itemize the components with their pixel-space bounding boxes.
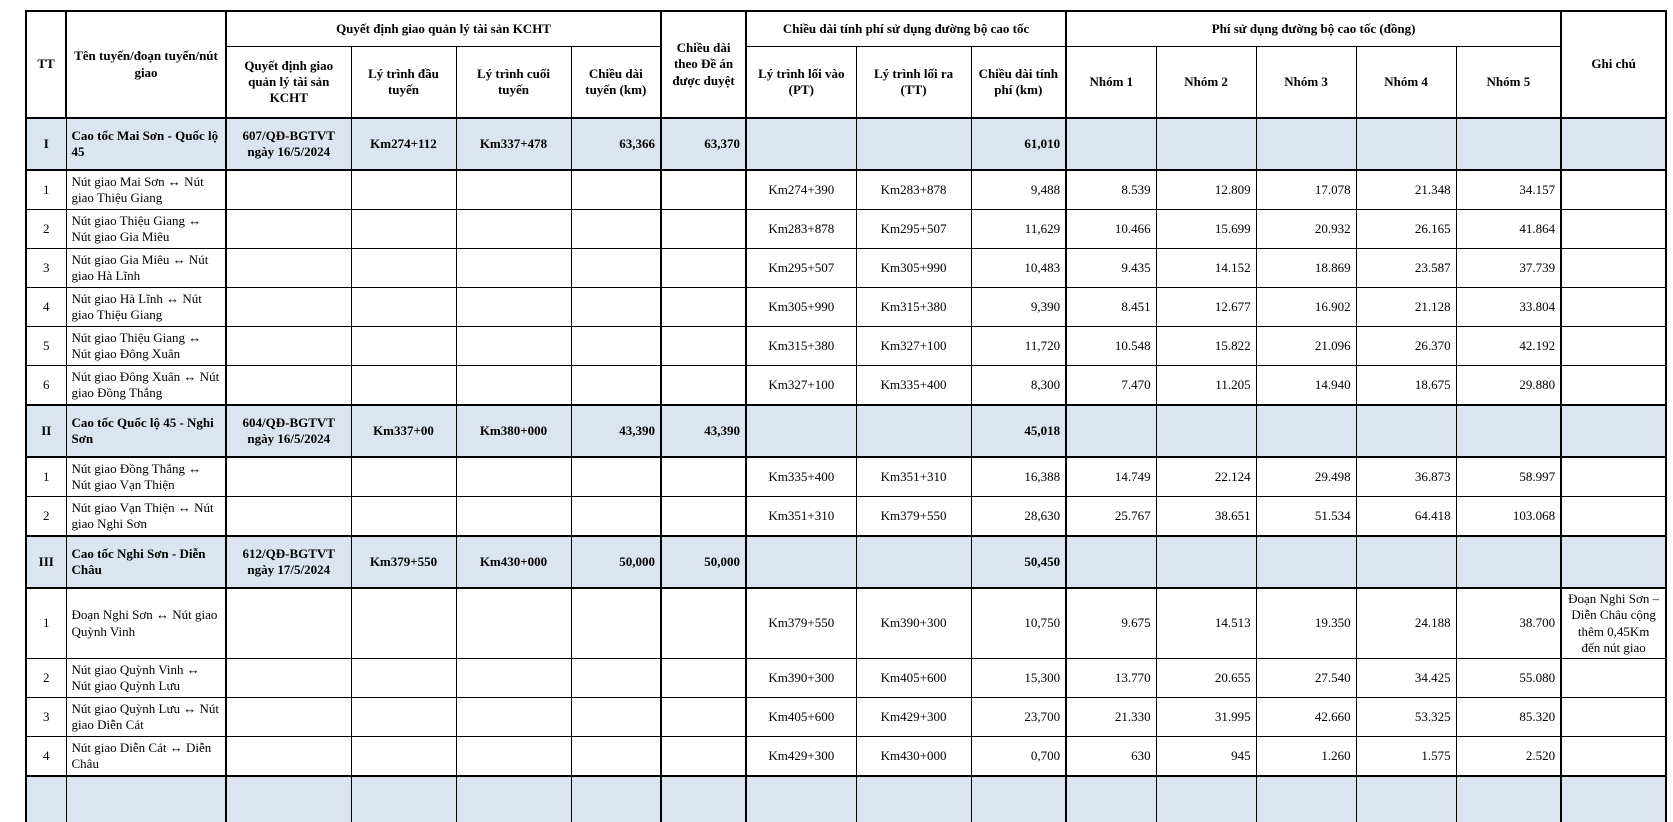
cell-approved-length [661, 288, 746, 327]
table-row [26, 497, 1666, 537]
cell-decision [226, 737, 351, 777]
cell-start-chainage [351, 737, 456, 777]
cell-start-chainage [351, 210, 456, 249]
cell-fee-group1: 8.539 [1066, 170, 1156, 210]
cell-fee-group5: 41.864 [1456, 210, 1561, 249]
cell-end-chainage [456, 249, 571, 288]
cell-note [1561, 698, 1666, 737]
cell-note [1561, 659, 1666, 698]
cell-tt: I [26, 118, 66, 170]
cell-exit-chainage: Km429+300 [856, 698, 971, 737]
cell-note [1561, 366, 1666, 406]
cell-decision [226, 776, 351, 822]
cell-fee-group4: 36.873 [1356, 457, 1456, 497]
table-row [26, 698, 1666, 737]
cell-end-chainage [456, 288, 571, 327]
cell-fee-group4: 21.348 [1356, 170, 1456, 210]
cell-fee-group4: 24.188 [1356, 588, 1456, 659]
cell-note [1561, 249, 1666, 288]
cell-toll-length: 10,483 [971, 249, 1066, 288]
toll-table [25, 10, 1667, 822]
cell-end-chainage [456, 698, 571, 737]
cell-fee-group5 [1456, 536, 1561, 588]
cell-approved-length [661, 170, 746, 210]
cell-route-length [571, 170, 661, 210]
cell-fee-group2: 945 [1156, 737, 1256, 777]
cell-tt: III [26, 536, 66, 588]
table-row [26, 588, 1666, 659]
cell-fee-group3 [1256, 405, 1356, 457]
cell-note [1561, 170, 1666, 210]
cell-fee-group2: 31.995 [1156, 698, 1256, 737]
cell-tt: 1 [26, 170, 66, 210]
cell-entry-chainage: Km379+550 [746, 588, 856, 659]
cell-decision [226, 288, 351, 327]
cell-entry-chainage [746, 405, 856, 457]
cell-fee-group5: 58.997 [1456, 457, 1561, 497]
cell-exit-chainage: Km335+400 [856, 366, 971, 406]
cell-route-name: Nút giao Quỳnh Lưu ↔ Nút giao Diễn Cát [66, 698, 226, 737]
table-row [26, 170, 1666, 210]
cell-toll-length: 11,720 [971, 327, 1066, 366]
cell-fee-group1: 9.435 [1066, 249, 1156, 288]
cell-fee-group5 [1456, 776, 1561, 822]
cell-toll-length: 9,488 [971, 170, 1066, 210]
cell-route-length [571, 366, 661, 406]
cell-toll-length: 9,390 [971, 288, 1066, 327]
cell-fee-group2: 15.822 [1156, 327, 1256, 366]
header-group2: Nhóm 2 [1156, 47, 1256, 119]
cell-fee-group4: 53.325 [1356, 698, 1456, 737]
cell-exit-chainage: Km390+300 [856, 588, 971, 659]
cell-tt: 5 [26, 327, 66, 366]
cell-exit-chainage [856, 776, 971, 822]
header-decision: Quyết định giao quản lý tài sản KCHT [226, 47, 351, 119]
cell-fee-group3: 42.660 [1256, 698, 1356, 737]
cell-fee-group4: 18.675 [1356, 366, 1456, 406]
table-row [26, 536, 1666, 588]
cell-route-name: Cao tốc Quốc lộ 45 - Nghi Sơn [66, 405, 226, 457]
cell-fee-group3: 51.534 [1256, 497, 1356, 537]
cell-fee-group2: 12.809 [1156, 170, 1256, 210]
cell-route-name: Nút giao Quỳnh Vinh ↔ Nút giao Quỳnh Lưu [66, 659, 226, 698]
cell-note [1561, 288, 1666, 327]
cell-start-chainage: Km337+00 [351, 405, 456, 457]
cell-fee-group3: 16.902 [1256, 288, 1356, 327]
cell-tt: 2 [26, 210, 66, 249]
cell-fee-group1: 25.767 [1066, 497, 1156, 537]
cell-route-name: Nút giao Vạn Thiện ↔ Nút giao Nghi Sơn [66, 497, 226, 537]
header-group-decision: Quyết định giao quản lý tài sản KCHT [226, 11, 661, 47]
cell-note [1561, 327, 1666, 366]
cell-fee-group5: 29.880 [1456, 366, 1561, 406]
cell-start-chainage [351, 457, 456, 497]
cell-entry-chainage: Km295+507 [746, 249, 856, 288]
cell-fee-group3 [1256, 118, 1356, 170]
header-entry-chainage: Lý trình lối vào (PT) [746, 47, 856, 119]
cell-fee-group5: 42.192 [1456, 327, 1561, 366]
table-row [26, 288, 1666, 327]
cell-route-name [66, 776, 226, 822]
cell-fee-group1: 10.466 [1066, 210, 1156, 249]
header-route: Tên tuyến/đoạn tuyến/nút giao [66, 11, 226, 118]
cell-decision: 604/QĐ-BGTVT ngày 16/5/2024 [226, 405, 351, 457]
cell-fee-group4: 34.425 [1356, 659, 1456, 698]
cell-fee-group2: 20.655 [1156, 659, 1256, 698]
cell-approved-length [661, 457, 746, 497]
header-group1: Nhóm 1 [1066, 47, 1156, 119]
cell-route-length [571, 737, 661, 777]
cell-toll-length: 45,018 [971, 405, 1066, 457]
cell-tt: 4 [26, 288, 66, 327]
cell-fee-group1: 14.749 [1066, 457, 1156, 497]
cell-fee-group5: 33.804 [1456, 288, 1561, 327]
cell-fee-group4 [1356, 536, 1456, 588]
cell-exit-chainage: Km327+100 [856, 327, 971, 366]
cell-route-name: Cao tốc Nghi Sơn - Diễn Châu [66, 536, 226, 588]
cell-note [1561, 118, 1666, 170]
cell-note [1561, 536, 1666, 588]
cell-fee-group4 [1356, 776, 1456, 822]
cell-fee-group4: 23.587 [1356, 249, 1456, 288]
cell-end-chainage [456, 737, 571, 777]
cell-start-chainage [351, 659, 456, 698]
cell-fee-group4: 21.128 [1356, 288, 1456, 327]
cell-fee-group1: 8.451 [1066, 288, 1156, 327]
header-exit-chainage: Lý trình lối ra (TT) [856, 47, 971, 119]
cell-route-length [571, 497, 661, 537]
cell-decision [226, 210, 351, 249]
cell-toll-length: 15,300 [971, 659, 1066, 698]
cell-route-length [571, 327, 661, 366]
cell-approved-length [661, 210, 746, 249]
cell-note [1561, 457, 1666, 497]
cell-entry-chainage: Km405+600 [746, 698, 856, 737]
cell-fee-group2: 22.124 [1156, 457, 1256, 497]
cell-end-chainage [456, 588, 571, 659]
cell-exit-chainage: Km283+878 [856, 170, 971, 210]
cell-approved-length: 43,390 [661, 405, 746, 457]
cell-approved-length [661, 366, 746, 406]
cell-decision [226, 366, 351, 406]
cell-approved-length: 63,370 [661, 118, 746, 170]
cell-fee-group1: 10.548 [1066, 327, 1156, 366]
cell-fee-group2: 12.677 [1156, 288, 1256, 327]
table-header [26, 11, 1666, 118]
cell-fee-group5 [1456, 405, 1561, 457]
header-toll-length: Chiều dài tính phí (km) [971, 47, 1066, 119]
cell-fee-group3: 14.940 [1256, 366, 1356, 406]
table-row [26, 118, 1666, 170]
cell-route-length [571, 210, 661, 249]
cell-decision [226, 170, 351, 210]
cell-tt: II [26, 405, 66, 457]
cell-entry-chainage: Km274+390 [746, 170, 856, 210]
cell-fee-group1: 13.770 [1066, 659, 1156, 698]
cell-end-chainage [456, 457, 571, 497]
cell-exit-chainage: Km405+600 [856, 659, 971, 698]
cell-fee-group3: 18.869 [1256, 249, 1356, 288]
cell-end-chainage [456, 659, 571, 698]
cell-route-length [571, 659, 661, 698]
cell-fee-group5: 34.157 [1456, 170, 1561, 210]
cell-start-chainage [351, 776, 456, 822]
cell-fee-group3 [1256, 536, 1356, 588]
cell-note [1561, 737, 1666, 777]
cell-fee-group4: 1.575 [1356, 737, 1456, 777]
cell-approved-length [661, 327, 746, 366]
cell-route-length [571, 698, 661, 737]
cell-route-name: Nút giao Thiệu Giang ↔ Nút giao Đông Xuân [66, 327, 226, 366]
cell-fee-group1 [1066, 405, 1156, 457]
cell-fee-group1: 630 [1066, 737, 1156, 777]
cell-entry-chainage: Km390+300 [746, 659, 856, 698]
cell-note [1561, 497, 1666, 537]
cell-fee-group2: 14.513 [1156, 588, 1256, 659]
cell-fee-group1: 9.675 [1066, 588, 1156, 659]
cell-approved-length [661, 737, 746, 777]
table-row [26, 405, 1666, 457]
table-row [26, 776, 1666, 822]
header-start-chainage: Lý trình đầu tuyến [351, 47, 456, 119]
header-group5: Nhóm 5 [1456, 47, 1561, 119]
cell-fee-group3: 21.096 [1256, 327, 1356, 366]
header-tt: TT [26, 11, 66, 118]
cell-fee-group5: 103.068 [1456, 497, 1561, 537]
cell-fee-group3: 20.932 [1256, 210, 1356, 249]
table-row [26, 457, 1666, 497]
cell-fee-group3 [1256, 776, 1356, 822]
cell-fee-group5: 37.739 [1456, 249, 1561, 288]
cell-fee-group3: 19.350 [1256, 588, 1356, 659]
cell-end-chainage: Km430+000 [456, 536, 571, 588]
cell-tt: 1 [26, 588, 66, 659]
cell-route-name: Nút giao Đông Xuân ↔ Nút giao Đồng Thắng [66, 366, 226, 406]
cell-start-chainage [351, 170, 456, 210]
cell-entry-chainage: Km327+100 [746, 366, 856, 406]
cell-route-length [571, 457, 661, 497]
cell-route-name: Nút giao Hà Lĩnh ↔ Nút giao Thiệu Giang [66, 288, 226, 327]
cell-toll-length: 61,010 [971, 118, 1066, 170]
cell-exit-chainage: Km379+550 [856, 497, 971, 537]
cell-route-name: Nút giao Mai Sơn ↔ Nút giao Thiệu Giang [66, 170, 226, 210]
cell-route-length [571, 288, 661, 327]
cell-route-length [571, 588, 661, 659]
cell-route-name: Đoạn Nghi Sơn ↔ Nút giao Quỳnh Vinh [66, 588, 226, 659]
cell-tt: 2 [26, 497, 66, 537]
cell-fee-group4 [1356, 405, 1456, 457]
cell-fee-group1: 21.330 [1066, 698, 1156, 737]
cell-fee-group2 [1156, 776, 1256, 822]
cell-end-chainage [456, 497, 571, 537]
cell-toll-length: 23,700 [971, 698, 1066, 737]
cell-note: Đoạn Nghi Sơn – Diễn Châu cộng thêm 0,45Km đến nút giao [1561, 588, 1666, 659]
cell-exit-chainage: Km351+310 [856, 457, 971, 497]
cell-fee-group2: 38.651 [1156, 497, 1256, 537]
cell-note [1561, 776, 1666, 822]
cell-fee-group2 [1156, 536, 1256, 588]
cell-start-chainage [351, 366, 456, 406]
cell-fee-group2: 15.699 [1156, 210, 1256, 249]
cell-fee-group3: 27.540 [1256, 659, 1356, 698]
cell-fee-group1: 7.470 [1066, 366, 1156, 406]
cell-start-chainage [351, 288, 456, 327]
cell-toll-length: 50,450 [971, 536, 1066, 588]
cell-tt: 4 [26, 737, 66, 777]
cell-decision [226, 698, 351, 737]
cell-fee-group1 [1066, 776, 1156, 822]
cell-approved-length [661, 776, 746, 822]
cell-fee-group3: 1.260 [1256, 737, 1356, 777]
cell-fee-group5: 2.520 [1456, 737, 1561, 777]
cell-exit-chainage: Km305+990 [856, 249, 971, 288]
cell-decision [226, 249, 351, 288]
cell-exit-chainage: Km430+000 [856, 737, 971, 777]
cell-toll-length: 11,629 [971, 210, 1066, 249]
table-row [26, 327, 1666, 366]
cell-start-chainage [351, 249, 456, 288]
cell-decision [226, 327, 351, 366]
cell-start-chainage [351, 698, 456, 737]
cell-end-chainage [456, 327, 571, 366]
cell-fee-group2 [1156, 118, 1256, 170]
cell-decision [226, 457, 351, 497]
cell-fee-group1 [1066, 118, 1156, 170]
cell-approved-length [661, 249, 746, 288]
cell-entry-chainage [746, 536, 856, 588]
cell-fee-group5: 38.700 [1456, 588, 1561, 659]
cell-route-length: 50,000 [571, 536, 661, 588]
cell-route-length [571, 249, 661, 288]
cell-decision [226, 588, 351, 659]
cell-approved-length [661, 698, 746, 737]
cell-tt: 3 [26, 698, 66, 737]
table-row [26, 210, 1666, 249]
cell-decision: 607/QĐ-BGTVT ngày 16/5/2024 [226, 118, 351, 170]
cell-end-chainage [456, 776, 571, 822]
table-row [26, 659, 1666, 698]
cell-fee-group2: 14.152 [1156, 249, 1256, 288]
cell-tt: 6 [26, 366, 66, 406]
cell-exit-chainage: Km315+380 [856, 288, 971, 327]
cell-approved-length [661, 659, 746, 698]
cell-end-chainage: Km380+000 [456, 405, 571, 457]
cell-entry-chainage: Km429+300 [746, 737, 856, 777]
cell-route-length [571, 776, 661, 822]
cell-fee-group3: 29.498 [1256, 457, 1356, 497]
cell-entry-chainage: Km283+878 [746, 210, 856, 249]
cell-tt: 3 [26, 249, 66, 288]
cell-tt [26, 776, 66, 822]
cell-toll-length: 28,630 [971, 497, 1066, 537]
cell-entry-chainage [746, 776, 856, 822]
cell-fee-group1 [1066, 536, 1156, 588]
cell-end-chainage [456, 366, 571, 406]
header-group-toll-length: Chiều dài tính phí sử dụng đường bộ cao tốc [746, 11, 1066, 47]
cell-exit-chainage [856, 536, 971, 588]
header-approved-length: Chiều dài theo Đề án được duyệt [661, 11, 746, 118]
header-group3: Nhóm 3 [1256, 47, 1356, 119]
cell-fee-group4 [1356, 118, 1456, 170]
cell-note [1561, 405, 1666, 457]
cell-route-name: Nút giao Thiệu Giang ↔ Nút giao Gia Miêu [66, 210, 226, 249]
cell-start-chainage [351, 588, 456, 659]
cell-start-chainage [351, 497, 456, 537]
cell-fee-group3: 17.078 [1256, 170, 1356, 210]
cell-entry-chainage: Km315+380 [746, 327, 856, 366]
header-note: Ghi chú [1561, 11, 1666, 118]
cell-fee-group4: 26.370 [1356, 327, 1456, 366]
table-row [26, 366, 1666, 406]
cell-exit-chainage [856, 405, 971, 457]
cell-route-name: Nút giao Diễn Cát ↔ Diễn Châu [66, 737, 226, 777]
cell-approved-length [661, 588, 746, 659]
cell-end-chainage: Km337+478 [456, 118, 571, 170]
cell-start-chainage [351, 327, 456, 366]
cell-fee-group5: 55.080 [1456, 659, 1561, 698]
cell-approved-length [661, 497, 746, 537]
cell-start-chainage: Km379+550 [351, 536, 456, 588]
cell-route-length: 43,390 [571, 405, 661, 457]
cell-toll-length [971, 776, 1066, 822]
cell-end-chainage [456, 170, 571, 210]
cell-fee-group5 [1456, 118, 1561, 170]
cell-decision: 612/QĐ-BGTVT ngày 17/5/2024 [226, 536, 351, 588]
cell-entry-chainage [746, 118, 856, 170]
cell-decision [226, 659, 351, 698]
cell-fee-group4: 64.418 [1356, 497, 1456, 537]
header-group4: Nhóm 4 [1356, 47, 1456, 119]
cell-start-chainage: Km274+112 [351, 118, 456, 170]
cell-tt: 2 [26, 659, 66, 698]
cell-decision [226, 497, 351, 537]
cell-route-name: Nút giao Gia Miêu ↔ Nút giao Hà Lĩnh [66, 249, 226, 288]
header-group-fee: Phí sử dụng đường bộ cao tốc (đồng) [1066, 11, 1561, 47]
cell-fee-group2 [1156, 405, 1256, 457]
cell-fee-group5: 85.320 [1456, 698, 1561, 737]
cell-entry-chainage: Km351+310 [746, 497, 856, 537]
cell-route-name: Cao tốc Mai Sơn - Quốc lộ 45 [66, 118, 226, 170]
cell-toll-length: 0,700 [971, 737, 1066, 777]
cell-note [1561, 210, 1666, 249]
cell-entry-chainage: Km305+990 [746, 288, 856, 327]
cell-end-chainage [456, 210, 571, 249]
cell-route-name: Nút giao Đồng Thắng ↔ Nút giao Vạn Thiện [66, 457, 226, 497]
cell-fee-group4: 26.165 [1356, 210, 1456, 249]
cell-exit-chainage [856, 118, 971, 170]
cell-approved-length: 50,000 [661, 536, 746, 588]
table-body [26, 118, 1666, 822]
cell-toll-length: 8,300 [971, 366, 1066, 406]
cell-entry-chainage: Km335+400 [746, 457, 856, 497]
table-row [26, 249, 1666, 288]
header-end-chainage: Lý trình cuối tuyến [456, 47, 571, 119]
cell-toll-length: 16,388 [971, 457, 1066, 497]
cell-toll-length: 10,750 [971, 588, 1066, 659]
header-route-length: Chiều dài tuyến (km) [571, 47, 661, 119]
table-row [26, 737, 1666, 777]
cell-tt: 1 [26, 457, 66, 497]
cell-fee-group2: 11.205 [1156, 366, 1256, 406]
cell-route-length: 63,366 [571, 118, 661, 170]
cell-exit-chainage: Km295+507 [856, 210, 971, 249]
